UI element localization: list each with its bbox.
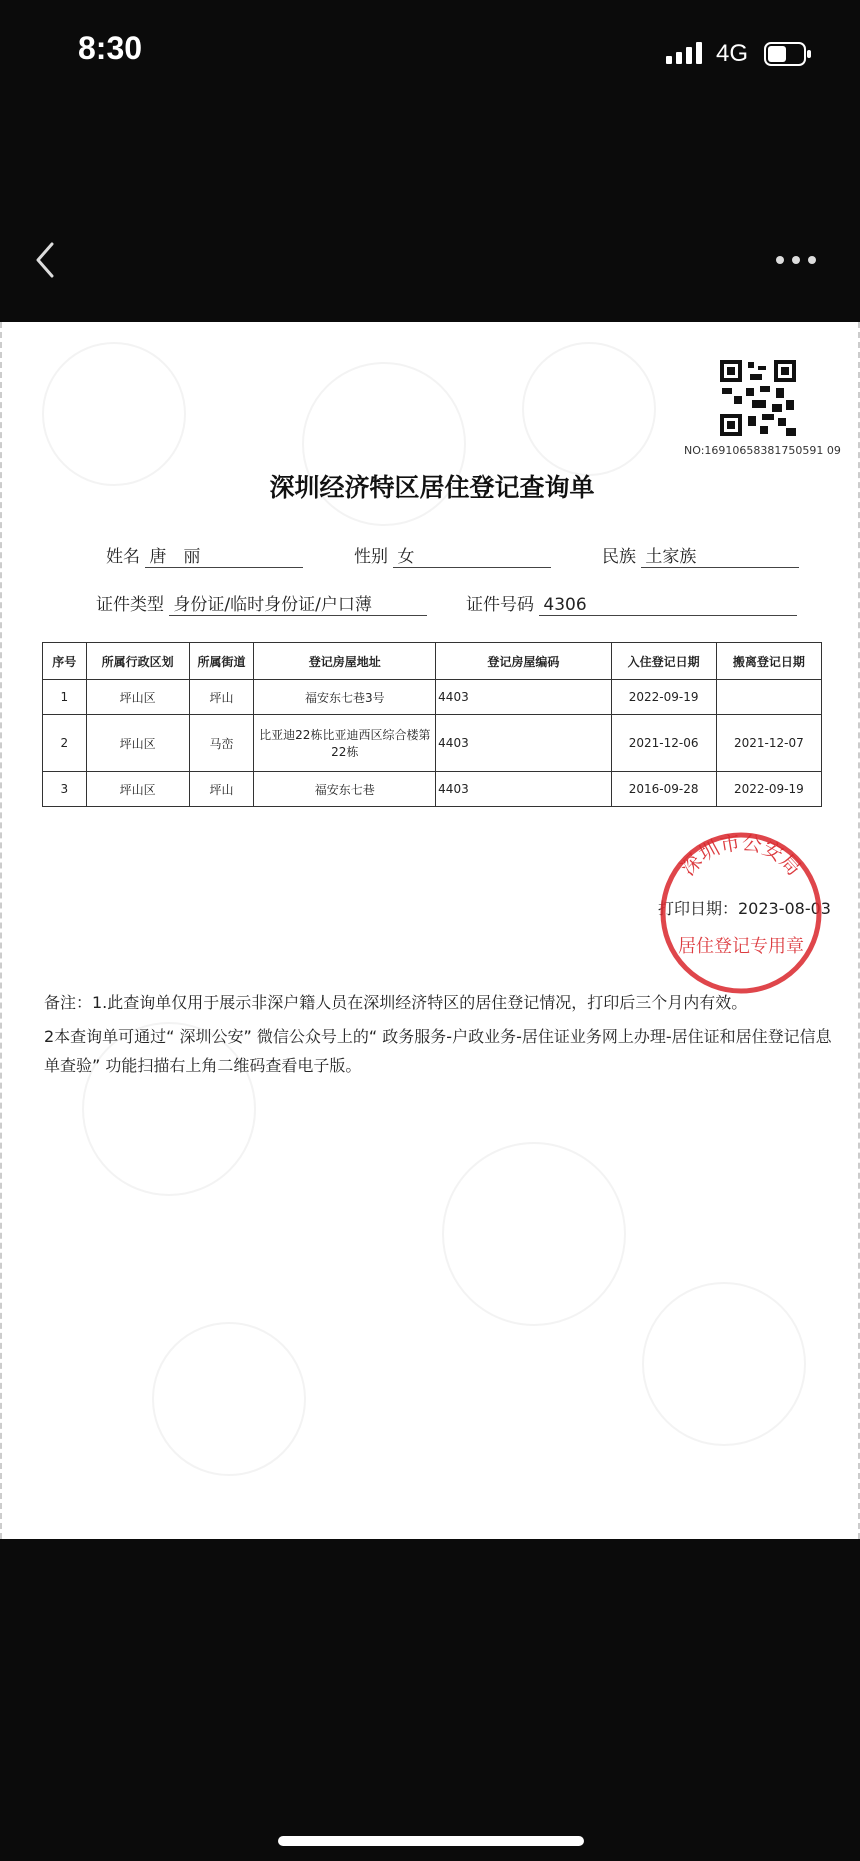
svg-text:深圳市公安局	[676, 830, 807, 880]
cell-address: 福安东七巷3号	[254, 680, 436, 715]
qr-number: NO:16910658381750591 09	[684, 444, 841, 457]
cell-street: 坪山	[189, 772, 254, 807]
cell-checkout	[716, 680, 821, 715]
cell-code: 4403	[436, 772, 611, 807]
network-type: 4G	[716, 40, 749, 67]
cell-street: 坪山	[189, 680, 254, 715]
seal-bottom-text: 居住登记专用章	[678, 936, 804, 957]
cell-checkin: 2021-12-06	[611, 715, 716, 772]
table-row	[43, 772, 822, 807]
battery-icon	[764, 42, 812, 66]
header-code: 登记房屋编码	[436, 643, 611, 680]
cellular-signal-icon	[666, 42, 702, 64]
cell-district: 坪山区	[86, 772, 189, 807]
cell-address: 比亚迪22栋比亚迪西区综合楼第22栋	[254, 715, 436, 772]
cell-checkin: 2016-09-28	[611, 772, 716, 807]
more-options-icon[interactable]	[776, 250, 822, 270]
print-date: 打印日期：2023-08-03	[658, 899, 831, 918]
table-row	[43, 715, 822, 772]
registration-table	[42, 642, 822, 807]
home-indicator[interactable]	[278, 1836, 584, 1846]
table-row	[43, 680, 822, 715]
clock: 8:30	[78, 30, 143, 66]
seal-top-text: 深圳市公安局	[675, 830, 807, 881]
qr-code-image	[718, 358, 798, 438]
cell-address: 福安东七巷	[254, 772, 436, 807]
status-bar	[0, 0, 860, 110]
cell-checkout: 2022-09-19	[716, 772, 821, 807]
document-title: 深圳经济特区居住登记查询单	[269, 473, 595, 502]
official-seal-stamp	[658, 830, 824, 996]
document-image	[0, 322, 860, 1539]
cell-district: 坪山区	[86, 715, 189, 772]
gender-field: 性别 女	[354, 542, 551, 568]
back-chevron-icon[interactable]	[30, 238, 60, 282]
cell-checkout: 2021-12-07	[716, 715, 821, 772]
cell-seq: 3	[43, 772, 87, 807]
table-header-row	[43, 643, 822, 680]
cell-street: 马峦	[189, 715, 254, 772]
header-street: 所属街道	[189, 643, 254, 680]
cell-checkin: 2022-09-19	[611, 680, 716, 715]
id-type-field: 证件类型 身份证/临时身份证/户口薄	[96, 590, 427, 616]
header-district: 所属行政区划	[86, 643, 189, 680]
name-field: 姓名 唐 丽	[106, 542, 303, 568]
header-checkout: 搬离登记日期	[716, 643, 821, 680]
nav-bar	[0, 110, 860, 210]
header-address: 登记房屋地址	[254, 643, 436, 680]
ethnicity-field: 民族 土家族	[602, 542, 799, 568]
header-checkin: 入住登记日期	[611, 643, 716, 680]
header-seq: 序号	[43, 643, 87, 680]
id-number-field: 证件号码 4306	[466, 590, 797, 616]
cell-code: 4403	[436, 715, 611, 772]
note-1: 备注：1.此查询单仅用于展示非深户籍人员在深圳经济特区的居住登记情况，打印后三个月内有效。	[44, 993, 748, 1012]
cell-seq: 2	[43, 715, 87, 772]
cell-district: 坪山区	[86, 680, 189, 715]
note-2: 2本查询单可通过“ 深圳公安” 微信公众号上的“ 政务服务-户政业务-居住证业务网上办理-居住证和居住登记信息单查验” 功能扫描右上角二维码查看电子版。	[44, 1027, 832, 1075]
cell-seq: 1	[43, 680, 87, 715]
cell-code: 4403	[436, 680, 611, 715]
